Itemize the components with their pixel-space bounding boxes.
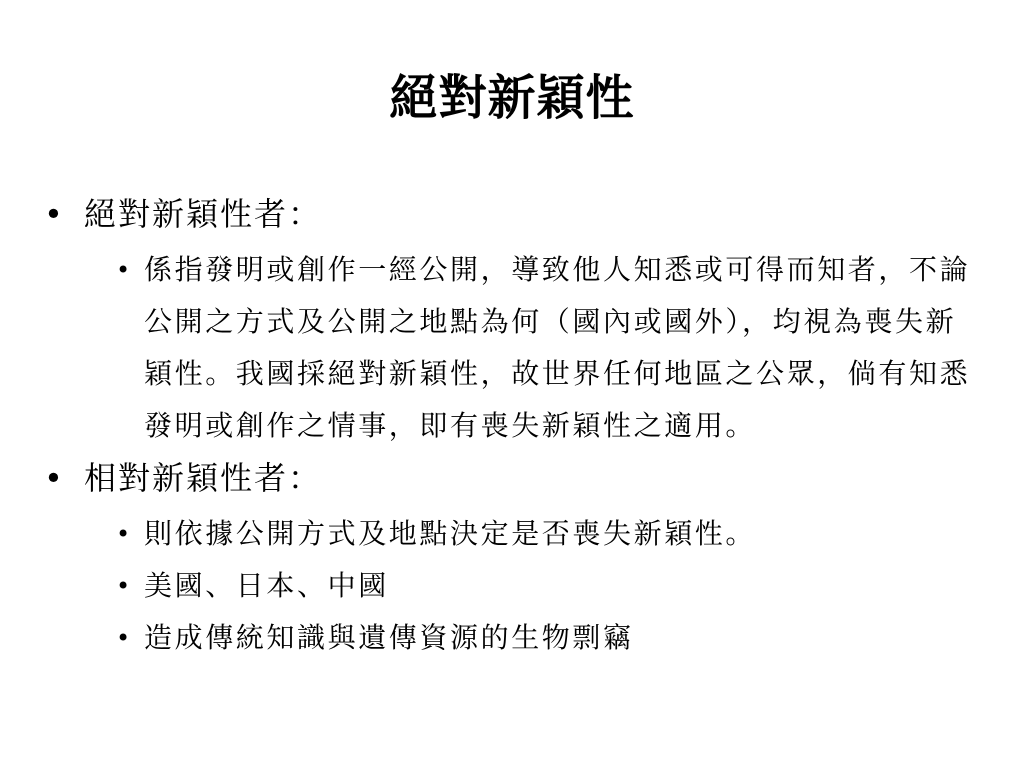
- sub-bullet-icon: •: [116, 256, 133, 284]
- sub-bullet-icon: •: [116, 572, 133, 600]
- sub-bullet-relative-countries: [116, 560, 974, 612]
- sub-bullet-icon: •: [116, 624, 133, 652]
- sub-bullet-text: 美國、日本、中國: [144, 569, 389, 602]
- sub-bullet-text: 則依據公開方式及地點決定是否喪失新穎性。: [144, 517, 757, 550]
- slide-title: 絕對新穎性: [389, 70, 635, 126]
- sub-bullet-relative-definition: [116, 508, 974, 560]
- bullet-heading-absolute: 絕對新穎性者：: [84, 195, 323, 233]
- sub-bullet-text: 係指發明或創作一經公開，導致他人知悉或可得而知者，不論公開之方式及公開之地點為何（國內或國外），均視為喪失新穎性。我國採絕對新穎性，故世界任何地區之公眾，倘有知悉發明或創作之情事，即有喪失新穎性之適用。: [144, 253, 971, 442]
- bullet-icon: •: [44, 195, 65, 233]
- bullet-relative-novelty: [40, 452, 990, 504]
- bullet-absolute-novelty: [40, 188, 990, 240]
- bullet-heading-relative: 相對新穎性者：: [84, 459, 323, 497]
- bullet-icon: •: [44, 459, 65, 497]
- sub-bullet-absolute-definition: [116, 244, 974, 452]
- sub-bullet-icon: •: [116, 520, 133, 548]
- sub-bullet-text: 造成傳統知識與遺傳資源的生物剽竊: [144, 621, 634, 654]
- slide-content: [40, 188, 990, 664]
- sub-bullet-relative-biopiracy: [116, 612, 974, 664]
